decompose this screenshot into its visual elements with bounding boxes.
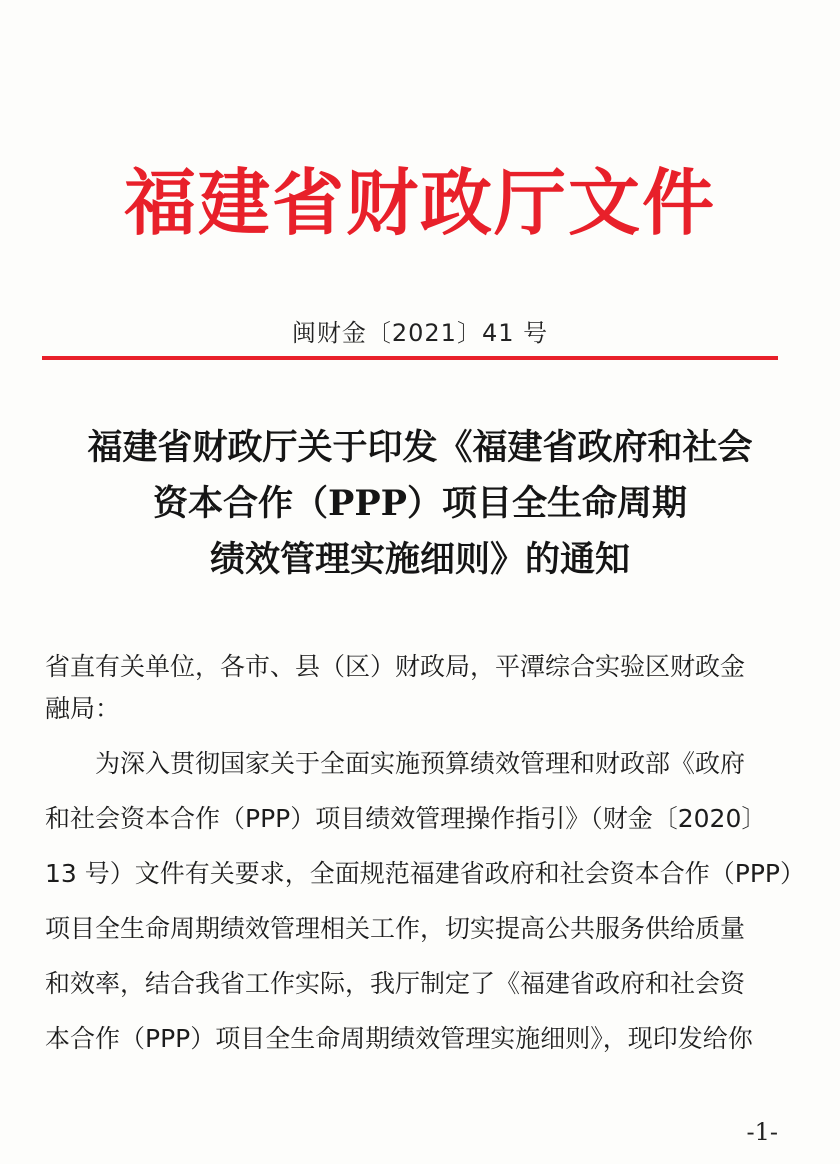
paragraph-line: 本合作（PPP）项目全生命周期绩效管理实施细则》，现印发给你 [45, 1024, 753, 1053]
document-masthead: 福建省财政厅文件 [123, 161, 716, 245]
title-line: 福建省财政厅关于印发《福建省政府和社会 [87, 427, 753, 468]
paragraph-line: 项目全生命周期绩效管理相关工作，切实提高公共服务供给质量 [45, 914, 746, 943]
paragraph-line: 和社会资本合作（PPP）项目绩效管理操作指引》（财金〔2020〕 [45, 804, 767, 833]
page-number: -1- [746, 1118, 778, 1146]
paragraph-line: 和效率，结合我省工作实际，我厅制定了《福建省政府和社会资 [45, 969, 746, 998]
red-divider-line [42, 356, 778, 360]
document-title [40, 420, 800, 588]
document-number: 闽财金〔2021〕41 号 [291, 319, 549, 347]
title-line: 绩效管理实施细则》的通知 [209, 539, 630, 580]
paragraph-line: 为深入贯彻国家关于全面实施预算绩效管理和财政部《政府 [95, 749, 746, 778]
addressee-line: 省直有关单位，各市、县（区）财政局，平潭综合实验区财政金 [45, 652, 746, 681]
addressee-line: 融局： [45, 694, 121, 723]
title-line: 资本合作（PPP）项目全生命周期 [153, 483, 687, 524]
document-body [45, 646, 805, 1060]
paragraph-line: 13 号）文件有关要求，全面规范福建省政府和社会资本合作（PPP） [45, 859, 805, 888]
